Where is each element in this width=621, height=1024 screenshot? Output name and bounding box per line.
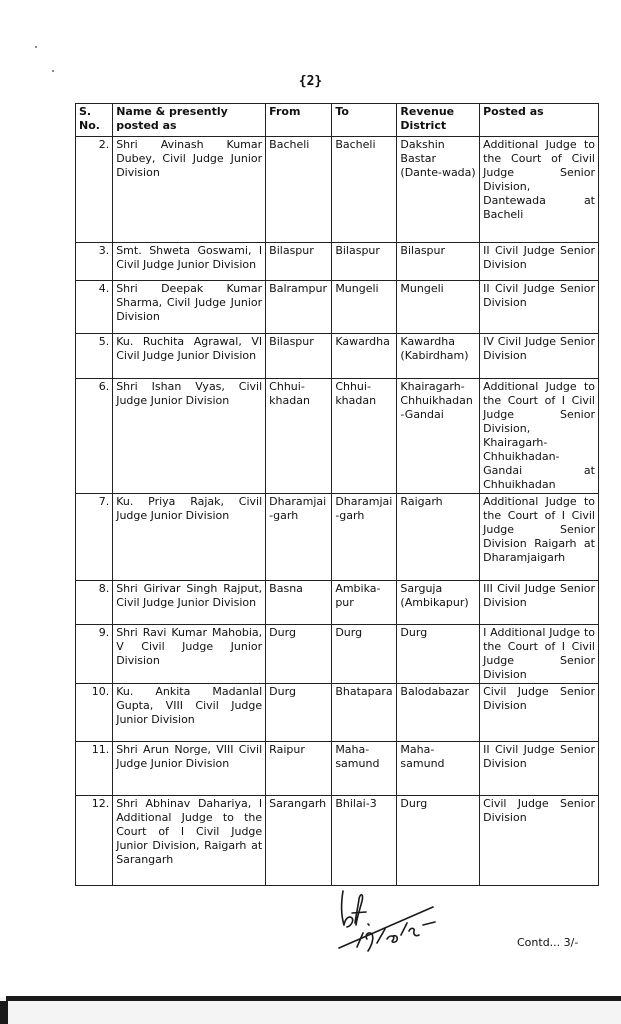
cell-sno: 3. — [76, 243, 113, 281]
scan-edge-corner — [0, 1001, 8, 1024]
scan-speck — [52, 70, 54, 72]
table-row — [76, 625, 599, 684]
table-row — [76, 684, 599, 742]
cell-from: Durg — [266, 684, 332, 742]
scan-edge-line — [6, 996, 621, 1001]
cell-to: Bhilai-3 — [332, 796, 397, 886]
cell-to: Durg — [332, 625, 397, 684]
cell-posted-as: II Civil Judge Senior Division — [480, 243, 599, 281]
cell-to: Kawardha — [332, 334, 397, 379]
scan-bottom-margin — [0, 997, 621, 1024]
cell-posted-as: II Civil Judge Senior Division — [480, 281, 599, 334]
cell-to: Bacheli — [332, 137, 397, 243]
cell-sno: 5. — [76, 334, 113, 379]
cell-district: Raigarh — [397, 494, 480, 581]
cell-from: Balrampur — [266, 281, 332, 334]
cell-district: Dakshin Bastar (Dante-wada) — [397, 137, 480, 243]
cell-sno: 10. — [76, 684, 113, 742]
cell-name: Ku. Ankita Madanlal Gupta, VIII Civil Judge Junior Division — [113, 684, 266, 742]
handwritten-signature — [335, 885, 445, 960]
cell-from: Bilaspur — [266, 334, 332, 379]
cell-sno: 9. — [76, 625, 113, 684]
table-row — [76, 334, 599, 379]
cell-from: Bilaspur — [266, 243, 332, 281]
cell-district: Bilaspur — [397, 243, 480, 281]
cell-posted-as: II Civil Judge Senior Division — [480, 742, 599, 796]
cell-name: Ku. Ruchita Agrawal, VI Civil Judge Junior Division — [113, 334, 266, 379]
cell-name: Shri Girivar Singh Rajput, Civil Judge Junior Division — [113, 581, 266, 625]
cell-district: Durg — [397, 796, 480, 886]
cell-from: Raipur — [266, 742, 332, 796]
cell-to: Bhatapara — [332, 684, 397, 742]
table-row — [76, 137, 599, 243]
cell-name: Shri Ravi Kumar Mahobia, V Civil Judge Junior Division — [113, 625, 266, 684]
cell-posted-as: Civil Judge Senior Division — [480, 684, 599, 742]
cell-name: Shri Avinash Kumar Dubey, Civil Judge Junior Division — [113, 137, 266, 243]
table-row — [76, 379, 599, 494]
cell-name: Shri Ishan Vyas, Civil Judge Junior Division — [113, 379, 266, 494]
cell-posted-as: Additional Judge to the Court of I Civil Judge Senior Division Raigarh at Dharamjaigarh — [480, 494, 599, 581]
cell-posted-as: Additional Judge to the Court of I Civil Judge Senior Division, Khairagarh-Chhuikhadan-Gandai at Chhuikhadan — [480, 379, 599, 494]
cell-sno: 11. — [76, 742, 113, 796]
cell-from: Sarangarh — [266, 796, 332, 886]
cell-from: Dharamjai-garh — [266, 494, 332, 581]
cell-district: Maha-samund — [397, 742, 480, 796]
header-posted-as: Posted as — [480, 104, 599, 137]
cell-district: Mungeli — [397, 281, 480, 334]
table-row — [76, 243, 599, 281]
cell-sno: 12. — [76, 796, 113, 886]
cell-to: Dharamjai-garh — [332, 494, 397, 581]
cell-from: Bacheli — [266, 137, 332, 243]
cell-from: Basna — [266, 581, 332, 625]
cell-posted-as: Additional Judge to the Court of Civil Judge Senior Division, Dantewada at Bacheli — [480, 137, 599, 243]
cell-to: Mungeli — [332, 281, 397, 334]
table-header-row — [76, 104, 599, 137]
header-name: Name & presently posted as — [113, 104, 266, 137]
cell-from: Durg — [266, 625, 332, 684]
cell-district: Balodabazar — [397, 684, 480, 742]
cell-name: Shri Deepak Kumar Sharma, Civil Judge Junior Division — [113, 281, 266, 334]
cell-to: Chhui-khadan — [332, 379, 397, 494]
cell-name: Shri Arun Norge, VIII Civil Judge Junior Division — [113, 742, 266, 796]
cell-district: Kawardha (Kabirdham) — [397, 334, 480, 379]
cell-from: Chhui-khadan — [266, 379, 332, 494]
cell-sno: 2. — [76, 137, 113, 243]
cell-name: Ku. Priya Rajak, Civil Judge Junior Division — [113, 494, 266, 581]
cell-sno: 7. — [76, 494, 113, 581]
continued-note: Contd... 3/- — [517, 936, 579, 949]
table-row — [76, 742, 599, 796]
cell-name: Smt. Shweta Goswami, I Civil Judge Junior Division — [113, 243, 266, 281]
cell-district: Sarguja (Ambikapur) — [397, 581, 480, 625]
cell-posted-as: IV Civil Judge Senior Division — [480, 334, 599, 379]
cell-to: Ambika-pur — [332, 581, 397, 625]
cell-sno: 4. — [76, 281, 113, 334]
cell-district: Durg — [397, 625, 480, 684]
table-row — [76, 581, 599, 625]
header-from: From — [266, 104, 332, 137]
header-district: Revenue District — [397, 104, 480, 137]
cell-posted-as: I Additional Judge to the Court of I Civil Judge Senior Division — [480, 625, 599, 684]
cell-posted-as: Civil Judge Senior Division — [480, 796, 599, 886]
cell-to: Maha-samund — [332, 742, 397, 796]
cell-name: Shri Abhinav Dahariya, I Additional Judge to the Court of I Civil Judge Junior Division, Raigarh at Sarangarh — [113, 796, 266, 886]
table-row — [76, 494, 599, 581]
header-to: To — [332, 104, 397, 137]
cell-to: Bilaspur — [332, 243, 397, 281]
cell-posted-as: III Civil Judge Senior Division — [480, 581, 599, 625]
table-row — [76, 281, 599, 334]
scan-speck — [35, 46, 37, 48]
cell-sno: 8. — [76, 581, 113, 625]
cell-sno: 6. — [76, 379, 113, 494]
cell-district: Khairagarh-Chhuikhadan-Gandai — [397, 379, 480, 494]
table-row — [76, 796, 599, 886]
header-sno: S. No. — [76, 104, 113, 137]
page-number: {2} — [298, 74, 323, 89]
transfer-order-table — [75, 103, 599, 886]
